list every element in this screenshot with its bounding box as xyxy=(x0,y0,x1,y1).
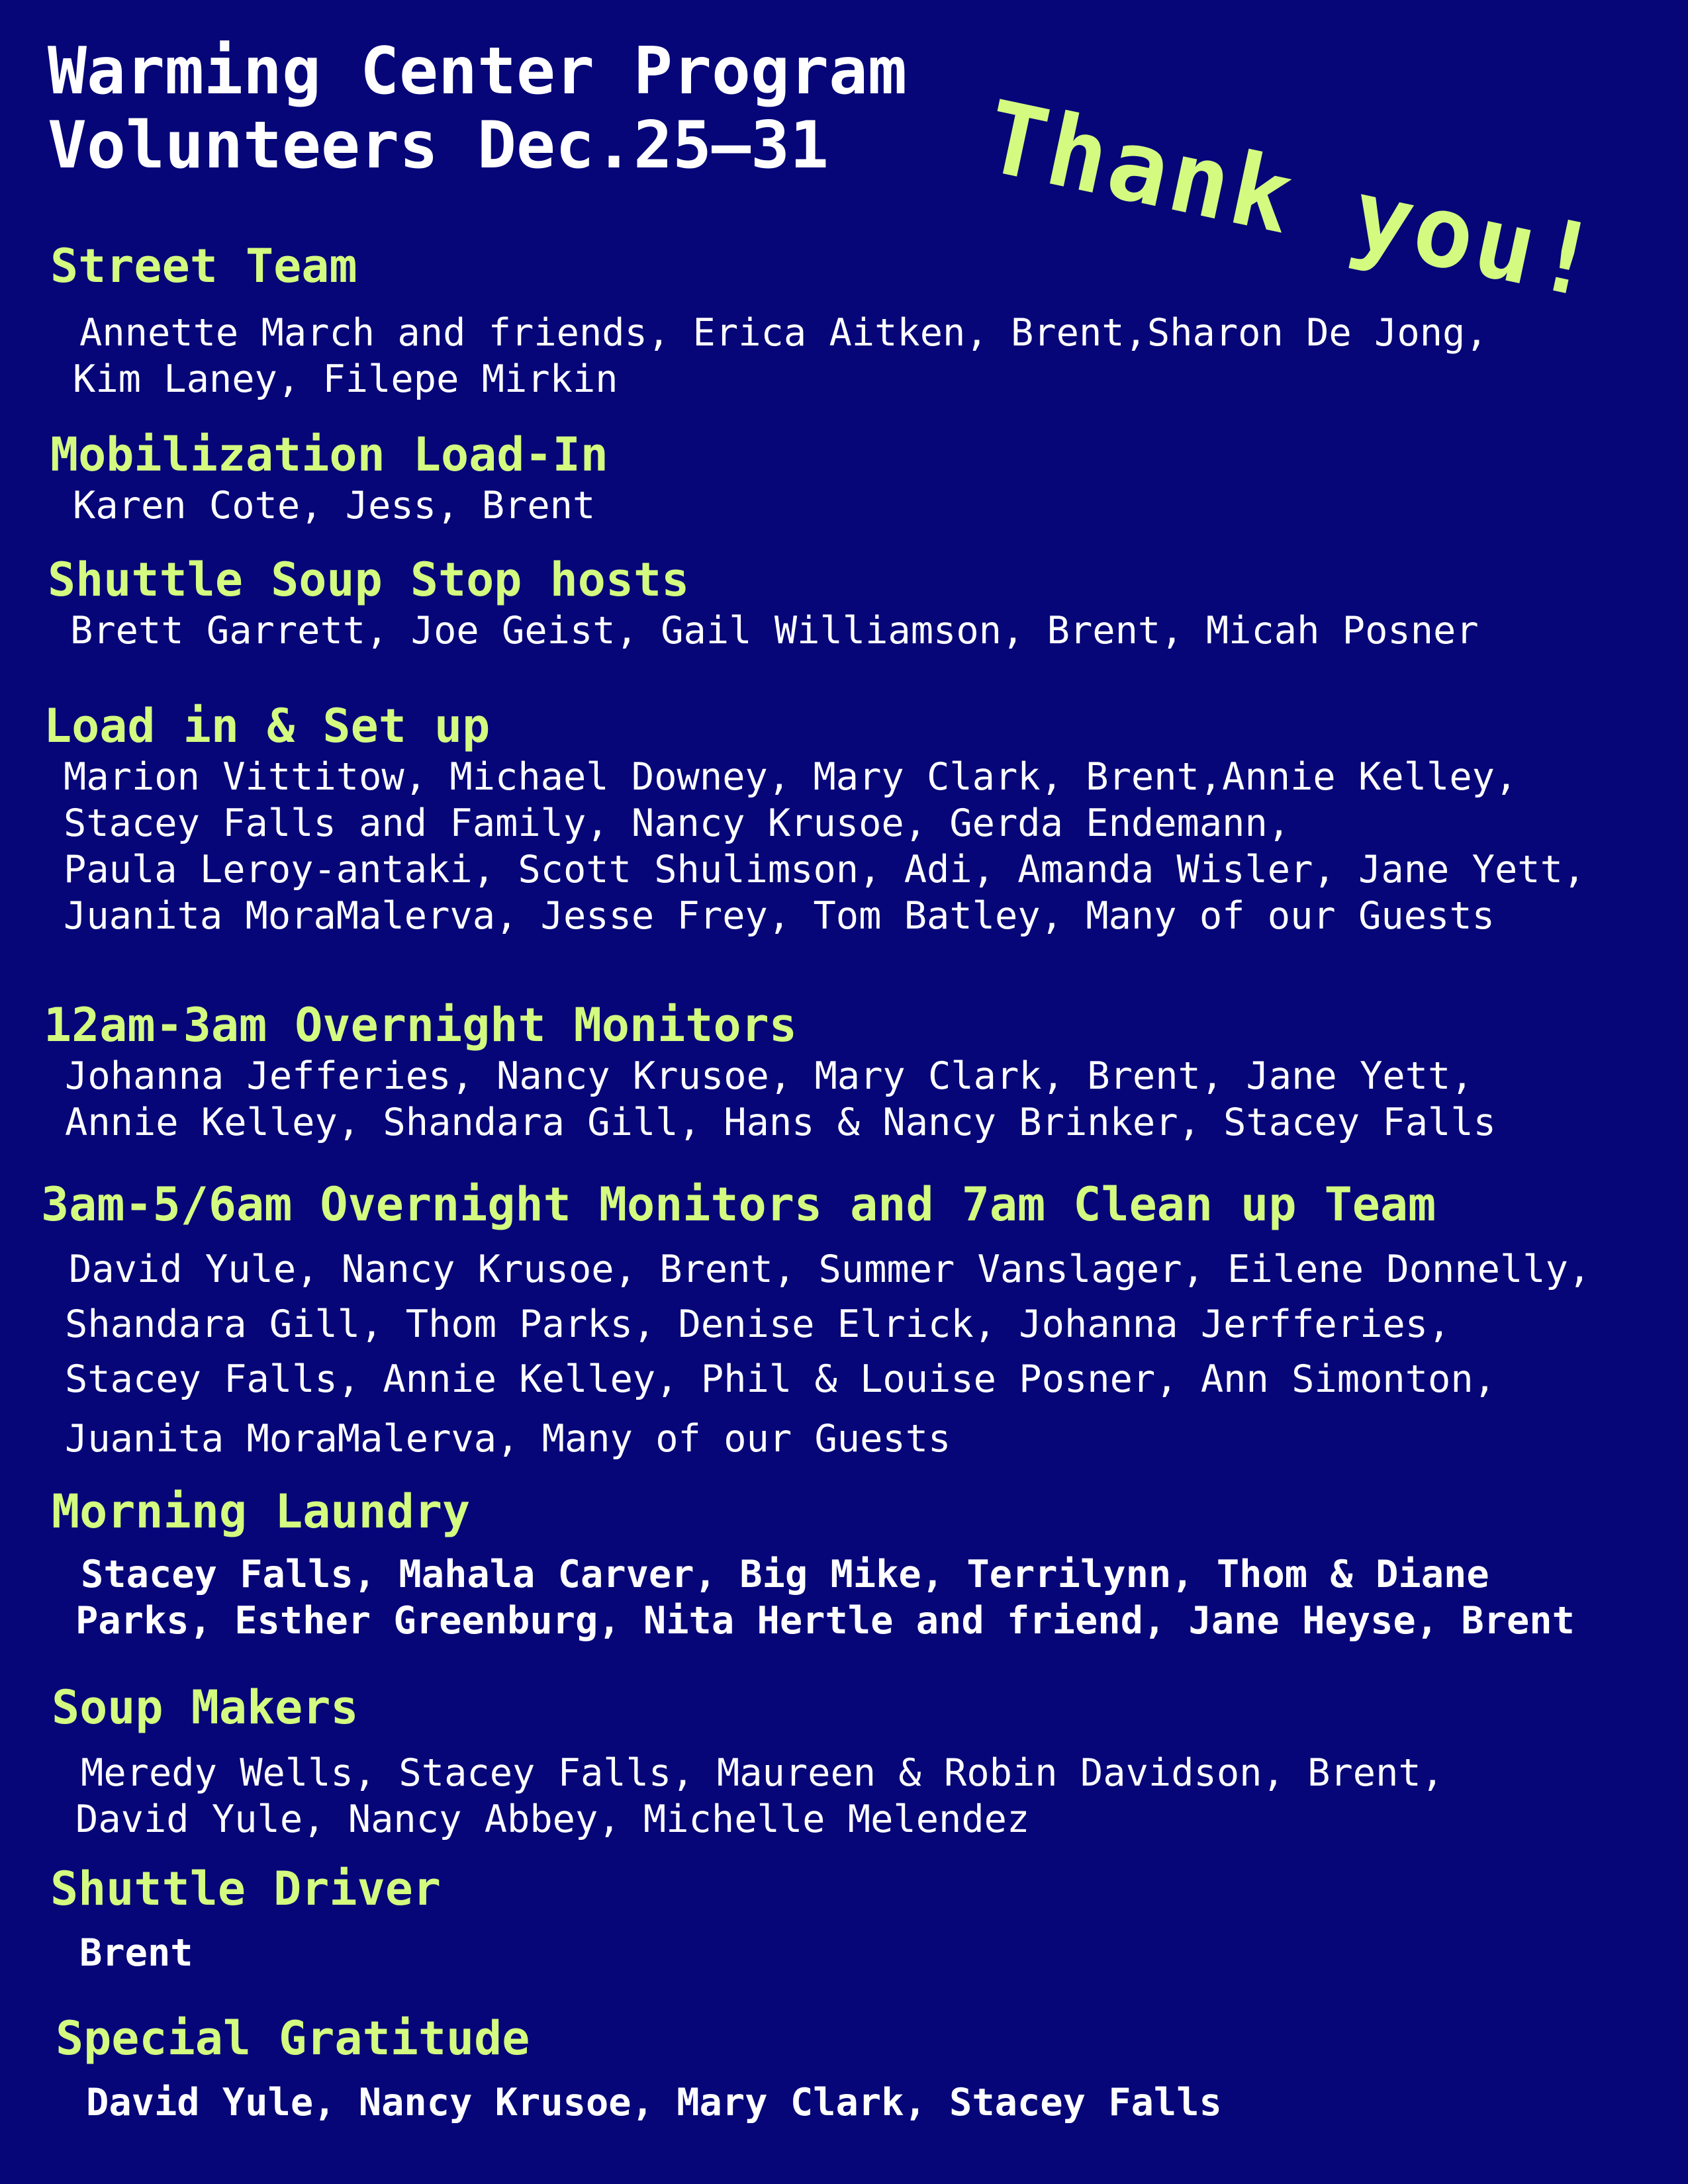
names-line: Kim Laney, Filepe Mirkin xyxy=(73,357,618,401)
names-line: David Yule, Nancy Krusoe, Mary Clark, Stacey Falls xyxy=(86,2081,1222,2124)
section-heading: 3am-5/6am Overnight Monitors and 7am Clean up Team xyxy=(41,1177,1436,1232)
section-12am-3am-overnight-monitors xyxy=(44,997,1496,1146)
names-line: Stacey Falls, Annie Kelley, Phil & Louise Posner, Ann Simonton, xyxy=(65,1357,1496,1401)
names-line: Annie Kelley, Shandara Gill, Hans & Nancy Brinker, Stacey Falls xyxy=(65,1101,1496,1144)
section-heading: Street Team xyxy=(50,239,357,293)
title-line-1: Warming Center Program xyxy=(48,34,908,109)
section-load-in-set-up xyxy=(44,698,1585,939)
section-shuttle-driver xyxy=(50,1861,441,1976)
names-line: David Yule, Nancy Abbey, Michelle Melendez xyxy=(75,1797,1030,1841)
thank-you-banner: Thank you! xyxy=(975,79,1611,322)
section-street-team xyxy=(50,238,1488,402)
names-line: Parks, Esther Greenburg, Nita Hertle and friend, Jane Heyse, Brent xyxy=(75,1599,1575,1643)
names-line: Paula Leroy-antaki, Scott Shulimson, Adi, Amanda Wisler, Jane Yett, xyxy=(64,848,1586,891)
section-3am-6am-overnight-monitors-clean-up xyxy=(41,1177,1591,1469)
names-line: Stacey Falls, Mahala Carver, Big Mike, Terrilynn, Thom & Diane xyxy=(81,1553,1489,1596)
names-line: Johanna Jefferies, Nancy Krusoe, Mary Clark, Brent, Jane Yett, xyxy=(65,1054,1474,1098)
page-title xyxy=(48,34,907,183)
names-line: Annette March and friends, Erica Aitken, Brent,Sharon De Jong, xyxy=(79,311,1488,355)
section-heading: Special Gratitude xyxy=(56,2011,530,2066)
section-heading: Shuttle Soup Stop hosts xyxy=(48,553,690,607)
section-mobilization-load-in xyxy=(50,427,608,529)
section-heading: Morning Laundry xyxy=(52,1484,471,1539)
names-line: Brent xyxy=(79,1931,193,1975)
title-line-2: Volunteers Dec.25–31 xyxy=(48,108,829,183)
names-line: Marion Vittitow, Michael Downey, Mary Clark, Brent,Annie Kelley, xyxy=(64,755,1518,799)
section-heading: Soup Makers xyxy=(52,1680,359,1735)
section-heading: 12am-3am Overnight Monitors xyxy=(44,998,797,1052)
names-line: Karen Cote, Jess, Brent xyxy=(73,484,596,527)
names-line: Stacey Falls and Family, Nancy Krusoe, Gerda Endemann, xyxy=(64,801,1291,845)
names-line: David Yule, Nancy Krusoe, Brent, Summer Vanslager, Eilene Donnelly, xyxy=(69,1248,1591,1291)
names-line: Juanita MoraMalerva, Many of our Guests xyxy=(65,1417,951,1461)
section-soup-makers xyxy=(52,1680,1444,1843)
section-morning-laundry xyxy=(52,1484,1575,1644)
names-line: Shandara Gill, Thom Parks, Denise Elrick, Johanna Jerfferies, xyxy=(65,1302,1451,1346)
section-heading: Load in & Set up xyxy=(44,699,491,753)
names-line: Brett Garrett, Joe Geist, Gail Williamson, Brent, Micah Posner xyxy=(70,609,1479,653)
section-heading: Mobilization Load-In xyxy=(50,428,608,482)
section-shuttle-soup-stop-hosts xyxy=(48,552,1479,654)
section-special-gratitude xyxy=(56,2011,1222,2126)
names-line: Meredy Wells, Stacey Falls, Maureen & Robin Davidson, Brent, xyxy=(81,1751,1444,1795)
names-line: Juanita MoraMalerva, Jesse Frey, Tom Batley, Many of our Guests xyxy=(64,894,1495,938)
section-heading: Shuttle Driver xyxy=(50,1862,442,1916)
